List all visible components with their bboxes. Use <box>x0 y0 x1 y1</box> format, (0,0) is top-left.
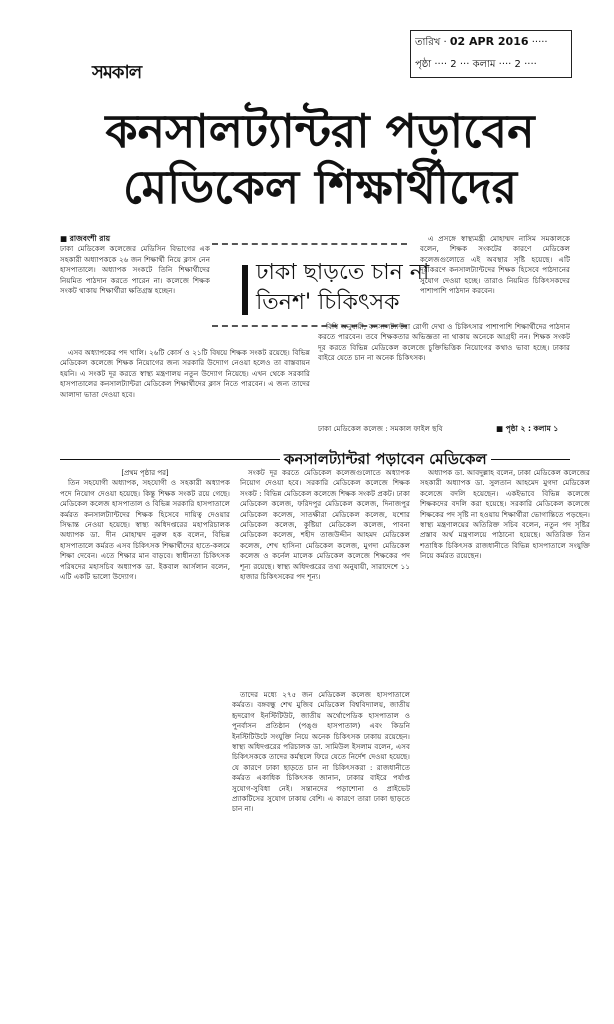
newspaper-logo: সমকাল <box>92 62 142 83</box>
continued-column-4 <box>232 690 410 978</box>
stamp-page-row: পৃষ্ঠা ···· 2 ··· কলাম ···· 2 ···· <box>415 59 537 70</box>
stamp-page-label: পৃষ্ঠা <box>415 59 432 70</box>
continued-column-3-text: অধ্যাপক ডা. আবদুল্লাহ বলেন, ঢাকা মেডিকেল কলেজের সহকারী অধ্যাপক ডা. সুলতান আহমেদ মুগদা মেডিকেল কলেজে বদলি হয়েছেন। একইভাবে বিভিন্ন কলেজে শিক্ষকদের বদলি করা হয়েছে। সরকারি মেডিকেল কলেজে শিক্ষকের পদ সৃষ্টি না হওয়ায় শিক্ষার্থীরা ভোগান্তিতে পড়ছেন। স্বাস্থ্য মন্ত্রণালয়ের অতিরিক্ত সচিব বলেন, নতুন পদ সৃষ্টির প্রস্তাব অর্থ মন্ত্রণালয়ে পাঠানো হয়েছে। অতিরিক্ত তিন শতাধিক চিকিৎসক রাজধানীতে বিভিন্ন হাসপাতালে সংযুক্তি নিয়ে কর্মরত রয়েছেন। <box>420 468 590 561</box>
stamp-column-value: 2 <box>514 59 521 70</box>
subhead-line-2: তিনশ' চিকিৎসক <box>256 290 400 315</box>
intro-left-text: ঢাকা মেডিকেল কলেজের মেডিসিন বিভাগের এক সহকারী অধ্যাপককে ২৬ জন শিক্ষার্থী নিয়ে ক্লাস নেন হাসপাতালে। অধ্যাপক সংকটে তিনি শিক্ষার্থীদের নিয়মিত পাঠদান করতে পারেন না। কলেজে শিক্ষক সংকট থাকায় শিক্ষার্থীরা ক্ষতিগ্রস্ত হচ্ছেন। <box>60 244 210 296</box>
continued-label: [প্রথম পৃষ্ঠার পর] <box>121 469 169 477</box>
subhead-box <box>212 243 430 327</box>
stamp-date-label: তারিখ <box>415 37 441 48</box>
intro-right-text: এ প্রসঙ্গে স্বাস্থ্যমন্ত্রী মোহাম্মদ নাসিম সমকালকে বলেন, শিক্ষক সংকটের কারণে মেডিকেল কলেজগুলোতে এই অবস্থার সৃষ্টি হয়েছে। এটি দূরীকরণে কনসালট্যান্টদের শিক্ষক হিসেবে পাঠদানের সুযোগ দেওয়া হচ্ছে। তারাও নিয়মিত চিকিৎসকদের পাশাপাশি পাঠদান করবেন। <box>420 234 570 296</box>
continued-column-1-text: তিন সহযোগী অধ্যাপক, সহযোগী ও সহকারী অধ্যাপক পদে নিয়োগ দেওয়া হয়েছে। কিন্তু শিক্ষক সংকট রয়ে গেছে। মেডিকেল কলেজ হাসপাতাল ও বিভিন্ন সরকারি হাসপাতালে কর্মরত কনসালট্যান্টদের শিক্ষক হিসেবে দায়িত্ব দেওয়ার সিদ্ধান্ত নেওয়া হয়েছে। স্বাস্থ্য অধিদপ্তরের মহাপরিচালক অধ্যাপক ডা. দীন মোহাম্মদ নুরুল হক বলেন, বিভিন্ন হাসপাতালে কর্মরত এসব চিকিৎসক শিক্ষার্থীদের হাতে-কলমে শিক্ষা দেবেন। এতে শিক্ষার মান বাড়বে। স্বাধীনতা চিকিৎসক পরিষদের মহাসচিব অধ্যাপক ডা. ইকবাল আর্সলান বলেন, এটি একটি ভালো উদ্যোগ। <box>60 478 230 582</box>
subhead-bar <box>242 265 248 315</box>
stamp-page-value: 2 <box>450 59 457 70</box>
continued-column-3 <box>420 468 590 768</box>
stamp-date-row: তারিখ · 02 APR 2016 ····· <box>415 35 548 48</box>
intro-full-right-text: বিধি অনুযায়ী, কনসালট্যান্টরা রোগী দেখা ও চিকিৎসার পাশাপাশি শিক্ষার্থীদের পাঠদান করতে পারবেন। তবে শিক্ষকতার অভিজ্ঞতা না থাকায় অনেকে আগ্রহী নন। শিক্ষক সংকট দূর করতে বিভিন্ন মেডিকেল কলেজে চুক্তিভিত্তিক নিয়োগের কথাও ভাবা হচ্ছে। ঢাকার বাইরে যেতে চান না অনেক চিকিৎসক। <box>318 322 570 363</box>
intro-left-column <box>60 234 210 346</box>
photo-caption: ঢাকা মেডিকেল কলেজ : সমকাল ফাইল ছবি <box>318 424 443 433</box>
stamp-column-label: কলাম <box>472 59 496 70</box>
continuation-headline: কনসালট্যান্টরা পড়াবেন মেডিকেল <box>280 448 491 473</box>
stamp-date-value: 02 APR 2016 <box>449 35 529 48</box>
intro-full-left-text: এসব অধ্যাপকের পদ খালি। ২৬টি কোর্স ও ২১টি বিষয়ে শিক্ষক সংকট রয়েছে। বিভিন্ন মেডিকেল কলেজে শিক্ষক নিয়োগের জন্য সরকারি উদ্যোগ নেওয়া হলেও তা বাস্তবায়ন হয়নি। এ সংকট দূর করতে স্বাস্থ্য মন্ত্রণালয় নতুন উদ্যোগ নিয়েছে। এখন থেকে সরকারি হাসপাতালের কনসালট্যান্টরা মেডিকেল শিক্ষার্থীদের ক্লাস নিতে পারবেন। এ জন্য তাদের আলাদা ভাতা দেওয়া হবে। <box>60 348 310 399</box>
continued-column-2-text: সংকট দূর করতে মেডিকেল কলেজগুলোতে অধ্যাপক নিয়োগ দেওয়া হবে। সরকারি মেডিকেল কলেজে শিক্ষক সংকট : বিভিন্ন মেডিকেল কলেজে শিক্ষক সংকট প্রকট। ঢাকা মেডিকেল কলেজ, ফরিদপুর মেডিকেল কলেজ, দিনাজপুর মেডিকেল কলেজ, সাতক্ষীরা মেডিকেল কলেজ, যশোর মেডিকেল কলেজ, কুষ্টিয়া মেডিকেল কলেজ, পাবনা মেডিকেল কলেজ, শহীদ তাজউদ্দীন আহমদ মেডিকেল কলেজ, শেখ হাসিনা মেডিকেল কলেজ, মুগদা মেডিকেল কলেজ ও কর্নেল মালেক মেডিকেল কলেজে শিক্ষকের পদ শূন্য রয়েছে। স্বাস্থ্য অধিদপ্তরের তথ্য অনুযায়ী, সারাদেশে ১১ হাজার চিকিৎসকের পদ শূন্য। <box>240 468 410 582</box>
headline-line-2: মেডিকেল শিক্ষার্থীদের <box>122 160 518 214</box>
intro-full-right <box>318 322 570 422</box>
intro-right-column <box>420 234 570 320</box>
subhead-line-1: ঢাকা ছাড়তে চান না <box>256 260 430 285</box>
continued-column-4-text: তাদের মধ্যে ২৭৫ জন মেডিকেল কলেজ হাসপাতালে কর্মরত। বঙ্গবন্ধু শেখ মুজিব মেডিকেল বিশ্ববিদ্যালয়, জাতীয় হৃদরোগ ইনস্টিটিউট, জাতীয় অর্থোপেডিক হাসপাতাল ও পুনর্বাসন প্রতিষ্ঠান (পঙ্গু হাসপাতাল) এবং কিডনি ইনস্টিটিউটে সংযুক্তি নিয়ে অনেক চিকিৎসক ঢাকায় রয়েছেন। স্বাস্থ্য অধিদপ্তরের পরিচালক ডা. সামিউল ইসলাম বলেন, এসব চিকিৎসককে তাদের কর্মস্থলে ফিরে যেতে নির্দেশ দেওয়া হয়েছে। যে কারণে ঢাকা ছাড়তে চান না চিকিৎসকরা : রাজধানীতে কর্মরত একাধিক চিকিৎসক জানান, ঢাকার বাইরে পর্যাপ্ত সুযোগ-সুবিধা নেই। সন্তানদের পড়াশোনা ও প্রাইভেট প্র্যাকটিসের সুযোগ ঢাকায় বেশি। এ কারণে তারা ঢাকা ছাড়তে চান না। <box>232 690 410 814</box>
headline-line-1: কনসালট্যান্টরা পড়াবেন <box>105 104 535 158</box>
intro-full-left <box>60 348 310 442</box>
byline: ■ রাজবংশী রায় <box>60 234 111 243</box>
clipping-stamp <box>410 30 572 78</box>
continued-column-2 <box>240 468 410 676</box>
jump-reference: ■ পৃষ্ঠা ২ : কলাম ১ <box>496 424 559 433</box>
continued-column-1 <box>60 468 230 672</box>
